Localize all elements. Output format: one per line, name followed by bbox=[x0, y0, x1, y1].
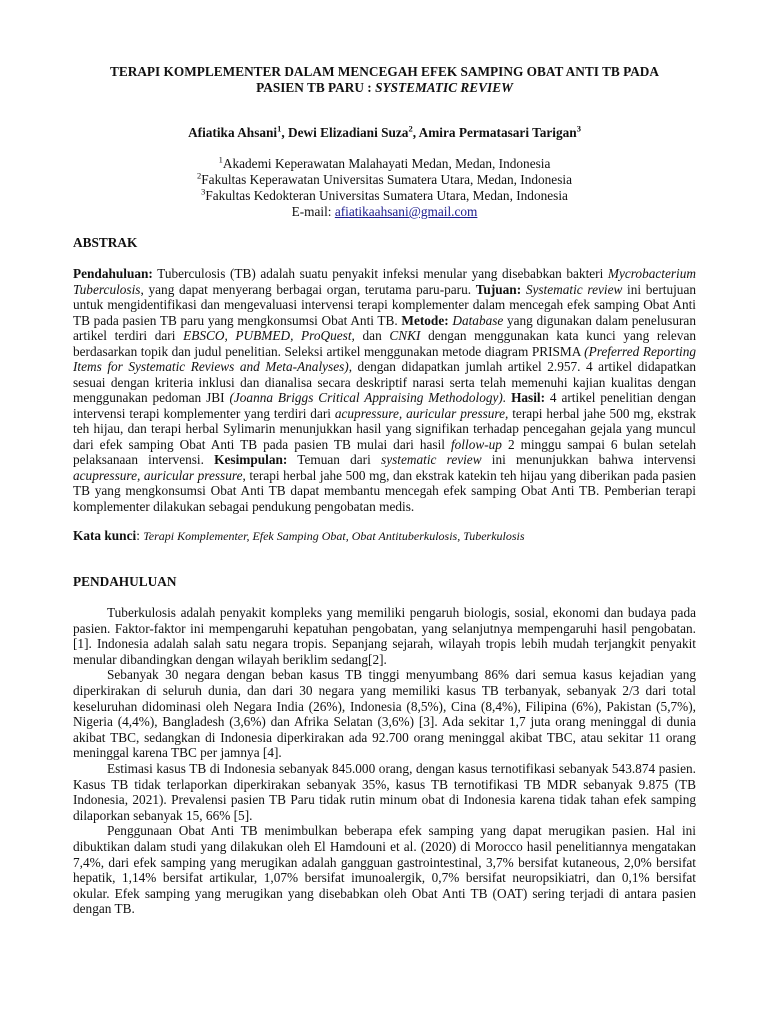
abstract-heading: ABSTRAK bbox=[73, 235, 138, 250]
affiliations bbox=[73, 156, 696, 220]
abstract-italic-term: (Preferred Reporting Items for Systematic Reviews and Meta-Analyses) bbox=[73, 343, 697, 374]
abstract-subheading: Hasil: bbox=[511, 390, 546, 405]
affiliation-1 bbox=[73, 156, 696, 172]
keywords-label: Kata kunci bbox=[73, 528, 137, 543]
abstract-italic-term: Systematic review bbox=[525, 281, 623, 297]
abstract-text: , dengan didapatkan jumlah artikel 2.957. 4 artikel didapatkan sesuai dengan kriteria inklusi dan dianalisa secara deskriptif narasi serta telah memenuhi kajian kualitas dengan menggunakan pedoman JBI bbox=[73, 359, 696, 405]
keywords-line bbox=[73, 528, 696, 544]
abstract-italic-term: CNKI bbox=[389, 328, 421, 343]
abstract-subheading: Metode: bbox=[401, 312, 449, 328]
abstract-italic-term: (Joanna Briggs Critical Appraising Methodology). bbox=[229, 390, 507, 405]
abstract-text: terapi herbal jahe 500 mg, ekstrak teh hijau, dan terapi herbal Sylimarin menunjukkan hasil yang signifikan terhadap pencegahan gejala yang muncul dari efek samping Obat Anti TB pada pasien TB mulai dari hasil bbox=[73, 405, 696, 452]
abstract-subheading: Tujuan: bbox=[475, 281, 522, 297]
author-1: Afiatika Ahsani bbox=[188, 125, 278, 140]
abstract-italic-term: systematic review bbox=[381, 452, 482, 467]
author-1-affil-mark: 1 bbox=[277, 123, 282, 134]
title-line-2-italic: SYSTEMATIC REVIEW bbox=[375, 80, 513, 95]
abstract-italic-term: acupressure, auricular pressure, bbox=[334, 405, 509, 421]
abstract-subheading: Pendahuluan: bbox=[73, 266, 153, 281]
abstract-text: dan bbox=[354, 328, 390, 343]
paragraph: Estimasi kasus TB di Indonesia sebanyak 845.000 orang, dengan kasus ternotifikasi sebanyak 543.874 pasien. Kasus TB tidak terlaporkan diperkirakan sebanyak 35%, kasus TB ternotifikasi TB MDR sebanyak 9.875 (TB Indonesia, 2021). Prevalensi pasien TB Paru tidak rutin minum obat di Indonesia karena tidak tahan efek samping dilaporkan sebanyak 15, 66% [5]. bbox=[73, 760, 696, 823]
affiliation-1-text: Akademi Keperawatan Malahayati Medan, Medan, Indonesia bbox=[222, 156, 551, 171]
keywords-separator: : bbox=[136, 528, 144, 543]
abstract-text: dengan menggunakan kata kunci yang relevan berdasarkan topik dan judul penelitian. Seleksi artikel menggunakan metode diagram PRISMA bbox=[73, 328, 697, 359]
title-line-1: TERAPI KOMPLEMENTER DALAM MENCEGAH EFEK SAMPING OBAT ANTI TB PADA bbox=[109, 64, 660, 79]
abstract-text: , terapi herbal jahe 500 mg, dan ekstrak katekin teh hijau yang diberikan pada pasien TB yang mengkonsumsi Obat Anti TB dapat membantu mencegah efek samping Obat Anti TB. Pemberian terapi komplementer dilakukan sebagai pendukung pengobatan medis. bbox=[73, 467, 696, 514]
abstract-text: yang digunakan dalam penelusuran artikel terdiri dari bbox=[73, 312, 696, 343]
abstract-text: ini menunjukkan bahwa intervensi bbox=[481, 452, 696, 467]
affiliation-2 bbox=[73, 172, 696, 188]
affiliation-3-text: Fakultas Kedokteran Universitas Sumatera Utara, Medan, Indonesia bbox=[205, 188, 568, 203]
author-2-affil-mark: 2 bbox=[408, 123, 413, 134]
email-label: E-mail: bbox=[291, 204, 335, 219]
email-line bbox=[73, 204, 696, 220]
title-line-2 bbox=[73, 80, 696, 96]
author-separator: , bbox=[412, 125, 419, 140]
affiliation-3-mark: 3 bbox=[201, 186, 206, 197]
author-3: Amira Permatasari Tarigan bbox=[418, 125, 577, 140]
title-line-2-plain: PASIEN TB PARU : bbox=[256, 80, 376, 95]
introduction-body bbox=[73, 605, 696, 917]
abstract-italic-term: Mycrobacterium Tuberculosis bbox=[73, 266, 696, 297]
author-2: Dewi Elizadiani Suza bbox=[288, 125, 409, 140]
affiliation-2-text: Fakultas Keperawatan Universitas Sumatera Utara, Medan, Indonesia bbox=[201, 172, 572, 187]
abstract-italic-term: acupressure, auricular pressure bbox=[73, 467, 243, 483]
affiliation-1-mark: 1 bbox=[218, 154, 223, 165]
author-3-affil-mark: 3 bbox=[576, 123, 581, 134]
abstract-text: 2 minggu sampai 6 bulan setelah pelaksanaan intervensi. bbox=[73, 436, 696, 467]
paragraph: Penggunaan Obat Anti TB menimbulkan beberapa efek samping yang dapat merugikan pasien. Hal ini dibuktikan dalam studi yang dilakukan oleh El Hamdouni et al. (2020) di Morocco hasil penelitiannya mengatakan 7,4%, dari efek samping yang merugikan adalah gangguan gastrointestinal, 3,7% bersifat kutaneous, 2,0% bersifat hepatik, 1,14% bersifat artikular, 1,07% bersifat imunoalergik, 0,7% bersifat neuropsikiatri, dan 0,1% bersifat okular. Efek samping yang merugikan yang disebabkan oleh Obat Anti TB (OAT) sering terjadi di antara pasien dengan TB. bbox=[73, 823, 696, 917]
affiliation-2-mark: 2 bbox=[197, 170, 202, 181]
abstract-text: Tuberculosis (TB) adalah suatu penyakit infeksi menular yang disebabkan bakteri bbox=[152, 266, 608, 281]
abstract-subheading: Kesimpulan: bbox=[214, 452, 288, 467]
abstract-italic-term: follow-up bbox=[450, 436, 502, 452]
affiliation-3 bbox=[73, 188, 696, 204]
paragraph: Sebanyak 30 negara dengan beban kasus TB tinggi menyumbang 86% dari semua kasus kejadian yang diperkirakan di seluruh dunia, dan dari 30 negara yang memiliki kasus TB terbanyak, sebanyak 2/3 dari total keseluruhan didominasi oleh Negara India (26%), Indonesia (8,5%), Cina (8,4%), Filipina (6%), Pakistan (5,7%), Nigeria (4,4%), Bangladesh (3,6%) dan Afrika Selatan (3,6%) [3]. Ada sekitar 1,7 juta orang meninggal di dunia akibat TBC, sedangkan di Indonesia diperkirakan ada 92.700 orang meninggal akibat TBC, atau sekitar 11 orang meninggal karena TBC per jamnya [4]. bbox=[73, 667, 696, 761]
abstract-italic-term: EBSCO, PUBMED, ProQuest, bbox=[183, 328, 355, 343]
author-list bbox=[73, 125, 696, 141]
paper-title bbox=[73, 64, 696, 96]
keywords-text: Terapi Komplementer, Efek Samping Obat, Obat Antituberkulosis, Tuberkulosis bbox=[143, 529, 525, 543]
abstract-italic-term: Database bbox=[452, 312, 504, 328]
abstract-text: Temuan dari bbox=[287, 452, 382, 467]
paragraph: Tuberkulosis adalah penyakit kompleks yang memiliki pengaruh biologis, sosial, ekonomi dan budaya pada pasien. Faktor-faktor ini mempengaruhi kepatuhan pengobatan, yang selanjutnya mempengaruhi hasil pengobatan. [1]. Indonesia adalah salah satu negara tropis. Sepanjang sejarah, wilayah tropis lebih mudah terjangkit penyakit menular dibandingkan dengan wilayah beriklim sedang[2]. bbox=[73, 605, 696, 667]
abstract-text: , yang dapat menyerang berbagai organ, terutama paru-paru. bbox=[140, 281, 476, 297]
email-link[interactable]: afiatikaahsani@gmail.com bbox=[334, 204, 478, 219]
author-separator: , bbox=[281, 125, 289, 140]
introduction-heading: PENDAHULUAN bbox=[73, 574, 177, 589]
abstract-body bbox=[73, 266, 696, 514]
abstract-text: ini bertujuan untuk mengidentifikasi dan mengevaluasi intervensi terapi komplementer dalam mencegah efek samping Obat Anti TB pada pasien TB paru yang mengkonsumsi Obat Anti TB. bbox=[73, 281, 696, 328]
abstract-text: 4 artikel penelitian dengan intervensi terapi komplementer yang terdiri dari bbox=[73, 390, 697, 421]
